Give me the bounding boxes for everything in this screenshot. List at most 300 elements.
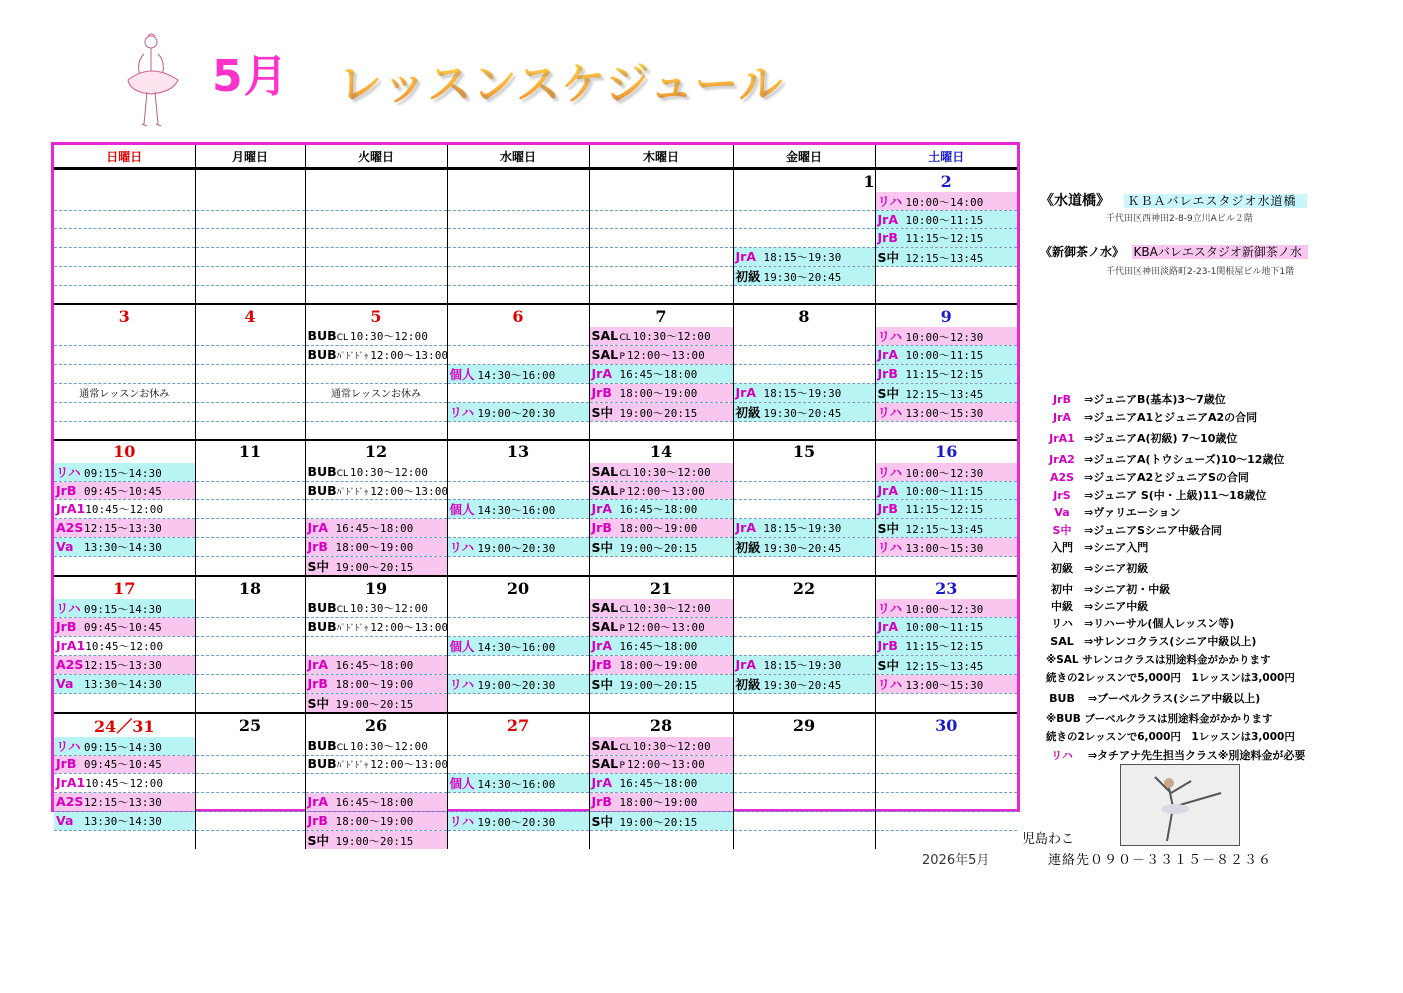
week-slot-row <box>54 211 1017 229</box>
empty-slot <box>195 463 305 482</box>
empty-slot <box>733 774 875 793</box>
empty-slot <box>54 285 195 304</box>
class-time: 10:45～12:00 <box>85 503 164 517</box>
legend-desc: ⇒シニア初・中級 <box>1084 583 1171 596</box>
class-code: リハ <box>56 738 81 754</box>
empty-slot <box>305 211 447 229</box>
class-subtype: ﾊﾟﾄﾞﾄﾞｩ <box>336 761 369 772</box>
class-code: JrB <box>56 756 77 772</box>
class-time: 19:00～20:15 <box>335 561 414 575</box>
empty-slot <box>589 693 733 713</box>
class-code: JrB <box>307 812 328 828</box>
empty-slot <box>195 402 305 421</box>
legend-item <box>1040 560 1148 576</box>
location-address: 千代田区神田淡路町2-23-1関根屋ビル地下1階 <box>1106 267 1295 277</box>
empty-slot <box>195 774 305 793</box>
class-time: 19:00～20:15 <box>335 834 414 848</box>
empty-slot <box>447 755 589 773</box>
class-code: JrB <box>591 520 612 536</box>
class-code: S中 <box>591 404 614 420</box>
class-time: 12:15～13:30 <box>84 522 162 536</box>
date-cell: 26 <box>305 713 447 737</box>
legend-desc: ⇒ジュニアA(初級) 7～10歳位 <box>1084 432 1238 445</box>
date-cell: 9 <box>940 306 952 326</box>
date-cell: 11 <box>195 440 305 463</box>
empty-slot <box>733 481 875 499</box>
empty-slot <box>447 519 589 538</box>
class-time: 13:30～14:30 <box>84 814 162 828</box>
class-code: 個人 <box>449 366 475 382</box>
class-code: A2S <box>56 793 84 809</box>
lesson-slot <box>733 655 875 674</box>
class-time: 10:30～12:00 <box>632 739 711 753</box>
class-code: JrA <box>877 619 898 635</box>
empty-slot <box>305 229 447 247</box>
week-slot-row <box>54 402 1017 421</box>
class-subtype: CL <box>336 468 349 479</box>
empty-slot <box>195 557 305 577</box>
empty-slot <box>195 421 305 440</box>
legend-item <box>1040 539 1148 555</box>
weekday-header-mon: 月曜日 <box>195 145 305 169</box>
class-code: JrA <box>307 656 328 672</box>
week-slot-row <box>54 285 1017 304</box>
class-code: JrB <box>56 619 77 635</box>
lesson-slot <box>447 402 589 421</box>
empty-slot <box>54 327 195 346</box>
class-time: 19:00～20:30 <box>477 815 556 829</box>
lesson-slot <box>305 755 447 773</box>
date-cell <box>305 169 447 193</box>
class-time: 18:00～19:00 <box>619 522 698 536</box>
class-time: 16:45～18:00 <box>619 639 698 653</box>
empty-slot <box>195 327 305 346</box>
lesson-slot <box>733 383 875 402</box>
class-code: JrA <box>877 211 898 227</box>
class-time: 19:00～20:30 <box>477 542 556 556</box>
date-cell: 17 <box>54 576 195 599</box>
date-cell: 30 <box>935 715 958 735</box>
empty-slot <box>305 285 447 304</box>
week-slot-row <box>54 500 1017 519</box>
lesson-slot <box>875 327 1017 346</box>
lesson-slot <box>447 674 589 693</box>
class-time: 19:30～20:45 <box>763 406 842 420</box>
class-code: JrA <box>735 656 756 672</box>
legend-code: 初級 <box>1051 562 1073 575</box>
lesson-slot <box>589 774 733 793</box>
empty-slot <box>733 737 875 756</box>
legend-item <box>1040 633 1256 649</box>
lesson-slot <box>447 500 589 519</box>
empty-slot <box>195 266 305 285</box>
empty-slot <box>733 285 875 304</box>
date-cell: 25 <box>195 713 305 737</box>
class-code: SAL <box>591 482 619 498</box>
date-cell <box>589 169 733 193</box>
lesson-slot <box>305 327 447 346</box>
empty-slot <box>54 421 195 440</box>
class-time: 10:30～12:00 <box>632 602 711 616</box>
class-time: 12:15～13:30 <box>84 658 162 672</box>
class-time: 10:00～14:00 <box>905 196 984 209</box>
lesson-slot <box>305 346 447 364</box>
lesson-slot <box>54 481 195 499</box>
empty-slot <box>54 211 195 229</box>
empty-slot <box>447 693 589 713</box>
legend-code: JrB <box>1053 393 1071 406</box>
class-time: 10:00～11:15 <box>905 348 984 362</box>
empty-slot <box>195 192 305 211</box>
class-code: JrA <box>877 482 898 498</box>
week-slot-row <box>54 811 1017 830</box>
class-time: 19:00～20:15 <box>335 697 414 711</box>
lesson-slot <box>305 538 447 557</box>
class-time: 12:15～13:45 <box>905 387 984 401</box>
empty-slot <box>54 402 195 421</box>
empty-slot <box>195 346 305 364</box>
date-cell: 10 <box>54 440 195 463</box>
class-time: 12:00～13:00 <box>370 621 449 635</box>
lesson-slot <box>875 636 1017 655</box>
lesson-slot <box>875 364 1017 383</box>
location-address: 千代田区西神田2-8-9立川Aビル２階 <box>1106 214 1253 224</box>
class-subtype: ﾊﾟﾄﾞﾄﾞｩ <box>336 487 369 498</box>
location-name: KBAバレエスタジオ新御茶ノ水 <box>1132 245 1308 259</box>
class-code: リハ <box>877 601 903 617</box>
legend-item-riha-tatiana <box>1040 747 1305 763</box>
class-code: JrA <box>735 384 756 400</box>
week-date-row <box>54 713 1017 737</box>
empty-slot <box>733 364 875 383</box>
legend-code: BUB <box>1049 692 1075 705</box>
class-code: S中 <box>877 521 900 537</box>
legend-code: SAL <box>1050 635 1074 648</box>
class-subtype: CL <box>619 468 631 479</box>
sal-price-note: 続きの2レッスンで5,000円 1レッスンは3,000円 <box>1046 672 1295 684</box>
class-time: 12:00～13:00 <box>370 348 449 362</box>
empty-slot <box>447 247 589 266</box>
lesson-slot <box>733 266 875 285</box>
empty-slot <box>733 211 875 229</box>
class-code: SAL <box>591 346 619 362</box>
empty-slot <box>447 737 589 756</box>
class-code: S中 <box>877 385 900 401</box>
class-code: JrA <box>591 637 612 653</box>
class-time: 12:15～13:45 <box>905 523 984 537</box>
lesson-slot <box>733 674 875 693</box>
class-code: 初級 <box>735 404 761 420</box>
date-cell <box>195 169 305 193</box>
lesson-slot <box>875 655 1017 674</box>
date-cell: 7 <box>589 304 733 327</box>
empty-slot <box>54 229 195 247</box>
empty-slot <box>195 364 305 383</box>
lesson-slot <box>875 229 1017 247</box>
class-time: 12:15～13:45 <box>905 251 984 265</box>
class-code: JrB <box>307 675 328 691</box>
empty-slot <box>54 364 195 383</box>
legend-item <box>1040 598 1148 614</box>
week-slot-row <box>54 755 1017 773</box>
week-slot-row <box>54 383 1017 402</box>
class-code: JrB <box>56 482 77 498</box>
legend-item <box>1040 391 1226 407</box>
class-subtype: P <box>619 351 625 362</box>
class-code: S中 <box>591 540 614 556</box>
lesson-slot <box>589 481 733 499</box>
week-slot-row <box>54 830 1017 849</box>
lesson-slot <box>589 599 733 618</box>
lesson-slot <box>54 774 195 793</box>
week-slot-row <box>54 519 1017 538</box>
dancer-photo <box>1120 764 1240 846</box>
class-code: 個人 <box>449 502 475 518</box>
empty-slot <box>447 383 589 402</box>
class-code: JrA <box>735 520 756 536</box>
lesson-slot <box>305 793 447 811</box>
class-time: 14:30～16:00 <box>477 368 556 382</box>
date-cell: 3 <box>54 304 195 327</box>
legend-code: JrA <box>1052 411 1072 424</box>
week-slot-row <box>54 247 1017 266</box>
class-subtype: P <box>619 761 625 772</box>
class-code: JrB <box>877 637 898 653</box>
class-time: 18:15～19:30 <box>763 522 842 536</box>
week-slot-row <box>54 674 1017 693</box>
date-cell <box>54 169 195 193</box>
empty-slot <box>733 693 875 713</box>
legend-item <box>1040 581 1170 597</box>
empty-slot <box>447 327 589 346</box>
class-code: SAL <box>591 619 619 635</box>
empty-slot <box>305 774 447 793</box>
legend-desc: ⇒ジュニアA2とジュニアSの合同 <box>1084 471 1249 484</box>
class-time: 10:00～11:15 <box>905 621 984 635</box>
date-cell: 6 <box>447 304 589 327</box>
lesson-slot <box>54 599 195 618</box>
teacher-name: 児島わこ <box>1022 832 1075 847</box>
empty-slot <box>195 693 305 713</box>
empty-slot <box>54 266 195 285</box>
legend-item <box>1040 430 1237 446</box>
empty-slot <box>54 192 195 211</box>
date-cell: 1 <box>733 169 875 193</box>
week-slot-row <box>54 655 1017 674</box>
class-time: 14:30～16:00 <box>477 778 556 792</box>
empty-slot <box>733 327 875 346</box>
class-code: BUB <box>307 737 337 753</box>
week-slot-row <box>54 557 1017 577</box>
week-slot-row <box>54 793 1017 811</box>
empty-slot <box>733 830 875 849</box>
class-time: 19:00～20:15 <box>619 406 698 420</box>
class-time: 12:00～13:00 <box>626 621 705 635</box>
class-subtype: P <box>619 624 625 635</box>
empty-slot <box>447 618 589 636</box>
empty-slot <box>195 636 305 655</box>
lesson-slot <box>589 402 733 421</box>
class-code: リハ <box>449 404 475 420</box>
week-slot-row <box>54 774 1017 793</box>
legend-desc: ⇒リハーサル(個人レッスン等) <box>1084 617 1235 630</box>
legend-item <box>1040 615 1234 631</box>
empty-slot <box>875 285 1017 304</box>
empty-slot <box>195 618 305 636</box>
date-cell: 28 <box>589 713 733 737</box>
class-time: 18:00～19:00 <box>619 795 698 809</box>
class-time: 18:15～19:30 <box>763 250 842 264</box>
class-code: S中 <box>591 676 614 692</box>
empty-slot <box>447 229 589 247</box>
lesson-slot <box>447 364 589 383</box>
schedule-calendar <box>51 142 1020 848</box>
class-code: SAL <box>591 600 619 616</box>
class-time: 10:30～12:00 <box>350 465 429 479</box>
week-date-row <box>54 169 1017 193</box>
class-code: リハ <box>449 540 475 556</box>
legend-item <box>1040 469 1249 485</box>
class-time: 19:30～20:45 <box>763 542 842 556</box>
empty-slot <box>305 247 447 266</box>
class-code: JrA <box>877 346 898 362</box>
class-time: 16:45～18:00 <box>335 795 414 809</box>
class-subtype: P <box>619 487 625 498</box>
class-time: 18:00～19:00 <box>619 658 698 672</box>
date-cell: 19 <box>305 576 447 599</box>
empty-slot <box>733 192 875 211</box>
class-code: JrB <box>591 656 612 672</box>
lesson-slot <box>589 737 733 756</box>
empty-slot <box>195 229 305 247</box>
class-time: 12:15～13:30 <box>84 795 162 809</box>
class-time: 18:15～19:30 <box>763 658 842 672</box>
class-time: 18:15～19:30 <box>763 386 842 400</box>
class-time: 13:00～15:30 <box>905 542 984 556</box>
issue-date: 2026年5月 <box>922 853 990 868</box>
weekday-header-thu: 木曜日 <box>589 145 733 169</box>
empty-slot <box>447 266 589 285</box>
class-time: 19:00～20:15 <box>619 678 698 692</box>
empty-slot <box>447 421 589 440</box>
class-time: 18:00～19:00 <box>335 677 414 691</box>
class-time: 09:45～10:45 <box>84 484 162 498</box>
class-time: 19:00～20:30 <box>477 678 556 692</box>
week-slot-row <box>54 364 1017 383</box>
class-code: JrB <box>591 793 612 809</box>
empty-slot <box>875 693 1017 713</box>
empty-slot <box>305 500 447 519</box>
empty-slot <box>195 500 305 519</box>
lesson-slot <box>305 519 447 538</box>
lesson-slot <box>589 519 733 538</box>
class-code: S中 <box>877 249 900 265</box>
empty-slot <box>733 793 875 811</box>
legend-code: S中 <box>1052 524 1072 537</box>
week-slot-row <box>54 618 1017 636</box>
lesson-slot <box>54 538 195 557</box>
legend-code: A2S <box>1049 471 1075 484</box>
class-time: 12:15～13:45 <box>905 659 984 673</box>
empty-slot <box>875 811 1017 830</box>
lesson-slot <box>447 774 589 793</box>
empty-slot <box>447 599 589 618</box>
class-code: A2S <box>56 520 84 536</box>
lesson-slot <box>875 481 1017 499</box>
class-code: SAL <box>591 328 619 344</box>
legend-item <box>1040 487 1266 503</box>
empty-slot <box>589 229 733 247</box>
week-slot-row <box>54 599 1017 618</box>
class-code: BUB <box>307 482 337 498</box>
legend-code: Va <box>1054 506 1070 519</box>
class-code: JrA <box>307 520 328 536</box>
lesson-slot <box>733 538 875 557</box>
lesson-slot <box>305 557 447 577</box>
date-cell: 8 <box>733 304 875 327</box>
class-time: 10:30～12:00 <box>632 465 711 479</box>
legend-item <box>1040 451 1284 467</box>
legend-desc: ⇒シニア初級 <box>1084 562 1149 575</box>
class-code: JrA1 <box>56 775 86 791</box>
class-time: 18:00～19:00 <box>619 386 698 400</box>
empty-slot <box>195 811 305 830</box>
empty-slot <box>305 636 447 655</box>
class-time: 09:45～10:45 <box>84 621 162 635</box>
class-time: 11:15～12:15 <box>905 367 984 381</box>
class-code: BUB <box>307 463 337 479</box>
empty-slot <box>589 830 733 849</box>
legend-code: JrS <box>1053 489 1071 502</box>
class-code: 個人 <box>449 638 475 654</box>
location-suidobashi <box>1040 190 1307 210</box>
lesson-slot <box>305 599 447 618</box>
closed-note: 通常レッスンお休み <box>305 383 447 402</box>
lesson-slot <box>875 674 1017 693</box>
class-time: 14:30～16:00 <box>477 504 556 518</box>
empty-slot <box>733 346 875 364</box>
weekday-header-sun: 日曜日 <box>54 145 195 169</box>
class-code: JrA <box>735 248 756 264</box>
empty-slot <box>589 285 733 304</box>
legend-desc: ⇒サレンコクラス(シニア中級以上) <box>1084 635 1257 648</box>
lesson-slot <box>54 519 195 538</box>
weekday-header-wed: 水曜日 <box>447 145 589 169</box>
class-code: JrA <box>591 501 612 517</box>
empty-slot <box>589 421 733 440</box>
lesson-slot <box>875 519 1017 538</box>
class-code: 初級 <box>735 676 761 692</box>
empty-slot <box>447 285 589 304</box>
lesson-slot <box>875 618 1017 636</box>
class-code: リハ <box>449 676 475 692</box>
class-code: JrA1 <box>56 501 86 517</box>
empty-slot <box>195 674 305 693</box>
empty-slot <box>195 285 305 304</box>
date-cell: 27 <box>447 713 589 737</box>
class-subtype: CL <box>619 333 631 344</box>
legend-desc: ⇒タチアナ先生担当クラス※別途料金が必要 <box>1087 749 1306 762</box>
legend-item <box>1040 409 1257 425</box>
class-code: リハ <box>56 464 81 480</box>
lesson-slot <box>589 500 733 519</box>
empty-slot <box>54 346 195 364</box>
empty-slot <box>733 636 875 655</box>
empty-slot <box>305 421 447 440</box>
class-code: SAL <box>591 756 619 772</box>
empty-slot <box>447 793 589 811</box>
date-cell <box>447 169 589 193</box>
